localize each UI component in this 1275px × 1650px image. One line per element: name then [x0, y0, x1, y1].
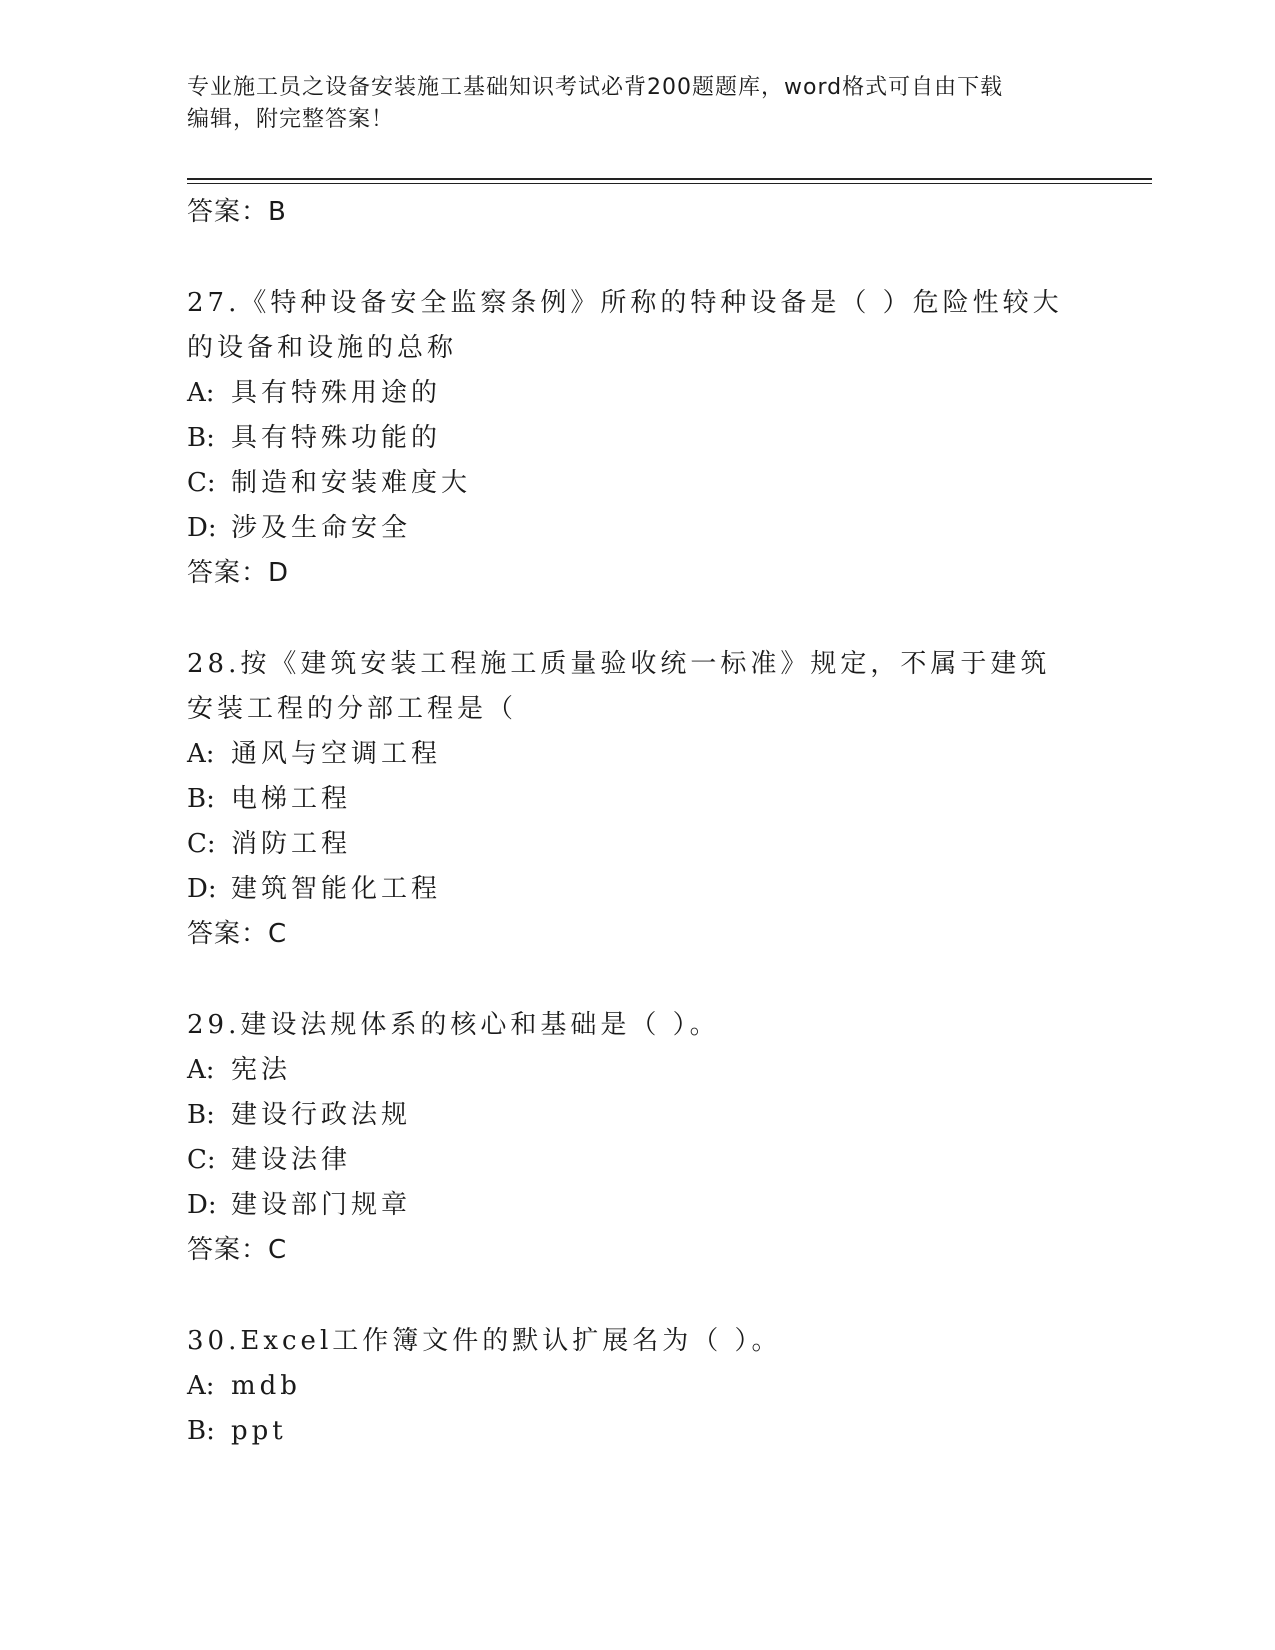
question-text: 28.按《建筑安装工程施工质量验收统一标准》规定，不属于建筑安装工程的分部工程是（	[187, 649, 1051, 724]
option-letter: A:	[187, 378, 215, 408]
question-29	[187, 1003, 1077, 1272]
option-c	[187, 822, 1077, 867]
option-letter: A:	[187, 739, 215, 769]
option-letter: D:	[187, 513, 217, 543]
option-a	[187, 371, 1077, 416]
option-text: 宪法	[231, 1055, 292, 1085]
option-letter: B:	[187, 423, 215, 453]
option-letter: C:	[187, 1145, 216, 1175]
option-c	[187, 1138, 1077, 1183]
option-d	[187, 867, 1077, 912]
question-27	[187, 281, 1077, 595]
header-divider-thick	[187, 178, 1152, 180]
question-30	[187, 1319, 1077, 1454]
question-text: 29.建设法规体系的核心和基础是（ ）。	[187, 1010, 720, 1040]
question-text: 30.Excel工作簿文件的默认扩展名为（ ）。	[187, 1326, 782, 1356]
question-28	[187, 642, 1077, 956]
option-b	[187, 1093, 1077, 1138]
option-letter: B:	[187, 1416, 215, 1446]
option-text: 建设部门规章	[231, 1190, 412, 1220]
option-text: 消防工程	[231, 829, 352, 859]
option-b	[187, 416, 1077, 461]
answer-line: 答案：B	[187, 197, 287, 227]
option-d	[187, 1183, 1077, 1228]
option-text: 建设行政法规	[231, 1100, 412, 1130]
option-text: mdb	[231, 1371, 301, 1401]
option-letter: D:	[187, 1190, 217, 1220]
option-letter: B:	[187, 784, 215, 814]
option-d	[187, 506, 1077, 551]
option-a	[187, 732, 1077, 777]
answer-line: 答案：C	[187, 919, 288, 949]
header-line-1: 专业施工员之设备安装施工基础知识考试必背200题题库，word格式可自由下载	[187, 75, 1004, 100]
option-text: 制造和安装难度大	[231, 468, 472, 498]
option-letter: A:	[187, 1055, 215, 1085]
option-a	[187, 1048, 1077, 1093]
option-letter: C:	[187, 829, 216, 859]
option-text: 具有特殊用途的	[231, 378, 442, 408]
option-text: 建设法律	[231, 1145, 352, 1175]
question-list	[187, 190, 1077, 1454]
option-b	[187, 777, 1077, 822]
question-text: 27.《特种设备安全监察条例》所称的特种设备是（ ）危险性较大的设备和设施的总称	[187, 288, 1063, 363]
answer-line: 答案：C	[187, 1235, 288, 1265]
option-text: 通风与空调工程	[231, 739, 442, 769]
answer-line: 答案：D	[187, 558, 290, 588]
option-letter: A:	[187, 1371, 215, 1401]
header-divider-thin	[187, 183, 1152, 184]
option-text: 电梯工程	[231, 784, 352, 814]
option-letter: C:	[187, 468, 216, 498]
option-text: 建筑智能化工程	[231, 874, 442, 904]
option-a	[187, 1364, 1077, 1409]
option-text: 涉及生命安全	[231, 513, 412, 543]
option-b	[187, 1409, 1077, 1454]
option-letter: D:	[187, 874, 217, 904]
option-c	[187, 461, 1077, 506]
option-text: 具有特殊功能的	[231, 423, 442, 453]
option-text: ppt	[231, 1416, 287, 1446]
header-line-2: 编辑，附完整答案！	[187, 107, 395, 132]
option-letter: B:	[187, 1100, 215, 1130]
document-header	[187, 72, 1067, 136]
